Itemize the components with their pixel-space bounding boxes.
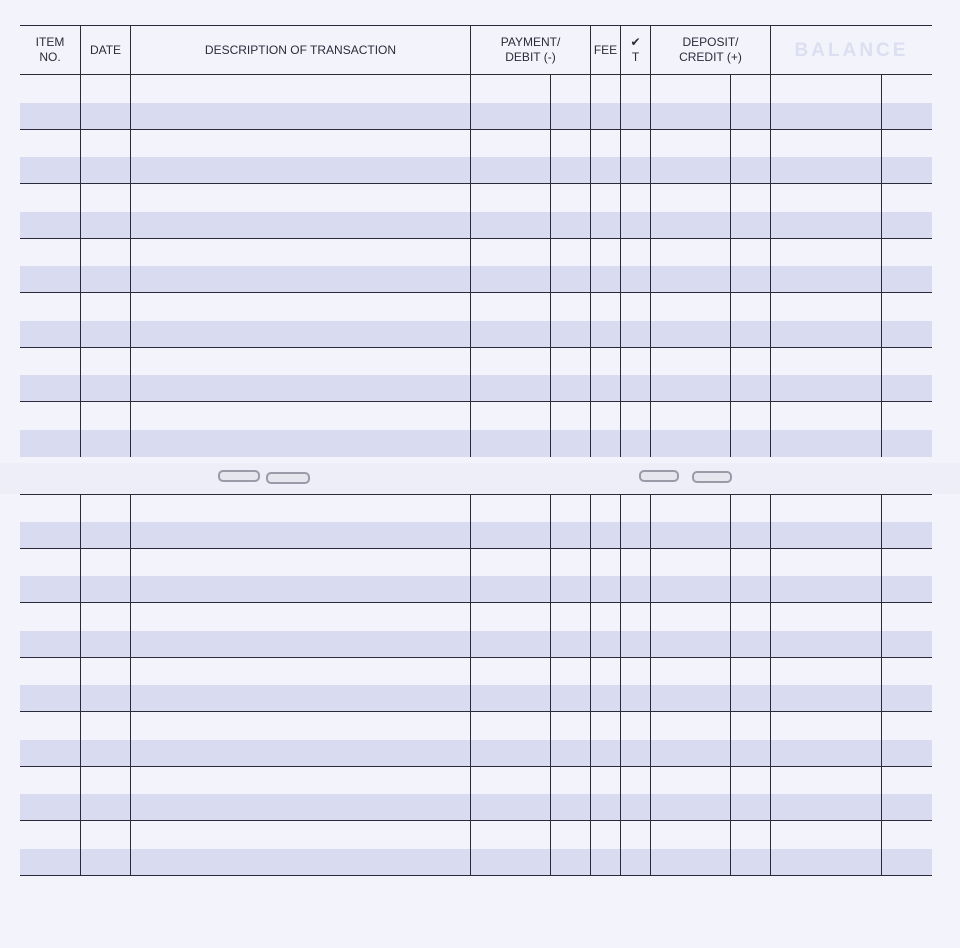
column-rule xyxy=(470,494,471,876)
column-rule xyxy=(590,494,591,876)
column-rule xyxy=(730,75,731,457)
column-rule xyxy=(770,494,771,876)
column-rule xyxy=(80,494,81,876)
column-rule xyxy=(770,25,771,457)
row-shade-band xyxy=(20,631,932,658)
register-entry-row[interactable] xyxy=(20,130,932,185)
register-entry-row[interactable] xyxy=(20,239,932,294)
register-entry-row[interactable] xyxy=(20,184,932,239)
register-entry-row[interactable] xyxy=(20,549,932,604)
column-rule xyxy=(650,494,651,876)
register-entry-row[interactable] xyxy=(20,402,932,457)
register-entry-row[interactable] xyxy=(20,821,932,876)
register-entry-row[interactable] xyxy=(20,767,932,822)
column-header-description: DESCRIPTION OF TRANSACTION xyxy=(204,42,397,57)
column-rule xyxy=(550,494,551,876)
column-header-check: ✔ T xyxy=(630,35,641,64)
row-shade-band xyxy=(20,849,932,876)
column-rule xyxy=(550,75,551,457)
register-entry-row[interactable] xyxy=(20,712,932,767)
row-shade-band xyxy=(20,740,932,767)
column-rule xyxy=(620,25,621,457)
staple-icon xyxy=(692,471,732,483)
row-shade-band xyxy=(20,685,932,712)
column-header-payment: PAYMENT/ DEBIT (-) xyxy=(500,35,561,64)
register-entry-row[interactable] xyxy=(20,293,932,348)
column-rule xyxy=(881,494,882,876)
register-top-sheet xyxy=(20,25,932,463)
column-header-item-no: ITEM NO. xyxy=(35,35,65,64)
column-rule xyxy=(470,25,471,457)
column-header-date: DATE xyxy=(89,42,122,57)
register-bottom-sheet xyxy=(20,494,932,932)
staple-icon xyxy=(218,470,260,482)
row-shade-band xyxy=(20,375,932,402)
column-rule xyxy=(590,25,591,457)
row-shade-band xyxy=(20,212,932,239)
column-rule xyxy=(650,25,651,457)
column-rule xyxy=(881,75,882,457)
column-rule xyxy=(80,25,81,457)
row-shade-band xyxy=(20,157,932,184)
column-rule xyxy=(130,25,131,457)
staple-icon xyxy=(639,470,679,482)
register-entry-row[interactable] xyxy=(20,603,932,658)
register-entry-row[interactable] xyxy=(20,494,932,549)
register-entry-row[interactable] xyxy=(20,348,932,403)
row-rule xyxy=(20,875,932,876)
row-shade-band xyxy=(20,103,932,130)
row-shade-band xyxy=(20,794,932,821)
column-header-fee: FEE xyxy=(593,42,618,57)
column-header-balance: BALANCE xyxy=(794,39,909,61)
column-header-deposit: DEPOSIT/ CREDIT (+) xyxy=(679,35,742,64)
row-shade-band xyxy=(20,576,932,603)
row-shade-band xyxy=(20,266,932,293)
column-rule xyxy=(730,494,731,876)
row-shade-band xyxy=(20,430,932,457)
row-shade-band xyxy=(20,321,932,348)
register-entry-row[interactable] xyxy=(20,658,932,713)
register-entry-row[interactable] xyxy=(20,75,932,130)
staple-icon xyxy=(266,472,310,484)
booklet-fold xyxy=(0,463,960,494)
column-rule xyxy=(130,494,131,876)
row-shade-band xyxy=(20,522,932,549)
column-rule xyxy=(620,494,621,876)
